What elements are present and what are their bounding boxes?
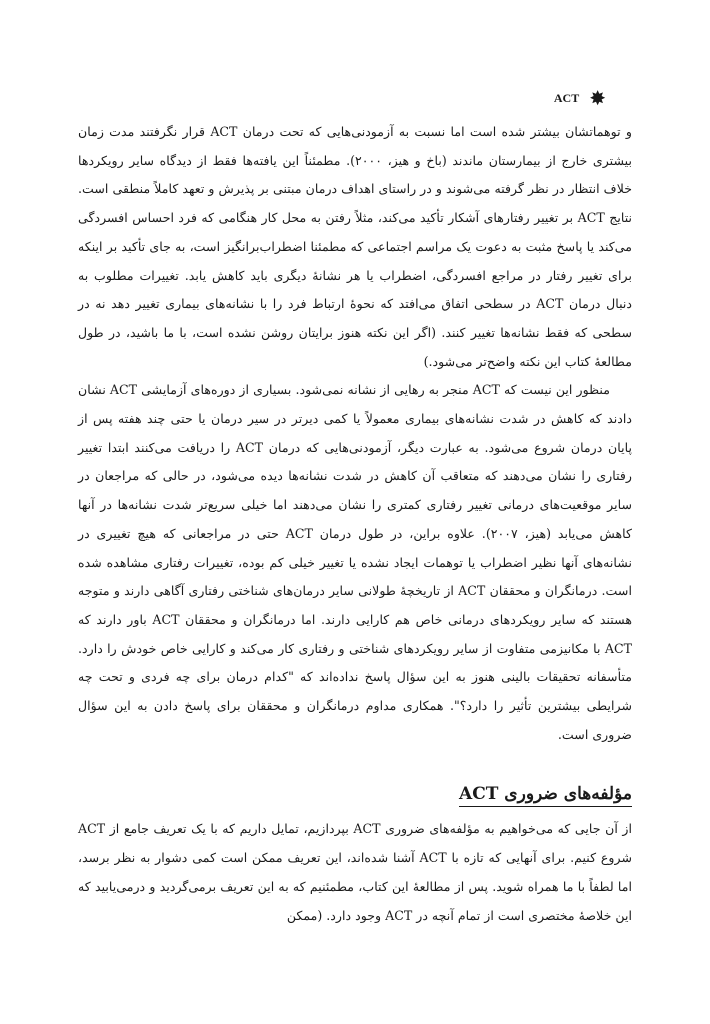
running-header-title: ACT	[553, 90, 580, 105]
section-heading-text: مؤلفه‌های ضروری ACT	[459, 784, 632, 807]
star-ornament-icon: ✸	[589, 86, 606, 110]
body-paragraph-1: و توهماتشان بیشتر شده است اما نسبت به آزمودنی‌هایی که تحت درمان ACT قرار نگرفتند مدت زمان بیشتری خارج از بیمارستان ماندند (باخ و هیز، ۲۰۰۰). مطمئناً این یافته‌ها فقط از دیدگاه سایر رویکردها خلاف انتظار در نظر گرفته می‌شوند و در راستای اهداف درمان مبتنی بر پذیرش و تعهد کاملاً منطقی است. نتایج ACT بر تغییر رفتارهای آشکار تأکید می‌کند، مثلاً رفتن به محل کار هنگامی که فرد احساس افسردگی می‌کند یا پاسخ مثبت به دعوت یک مراسم اجتماعی که مطمئنا اضطراب‌برانگیز است، به جای تأکید بر اینکه برای تغییر رفتار در مراجع افسردگی، اضطراب یا هر نشانهٔ دیگری باید کاهش یابد. تغییرات مطلوب به دنبال درمان ACT در سطحی اتفاق می‌افتد که نحوهٔ ارتباط فرد را با نشانه‌های بیماری تغییر دهد نه در سطحی که فقط نشانه‌ها تغییر کنند. (اگر این نکته هنوز برایتان روشن نشده است، با ما باشید، در طول مطالعهٔ کتاب این نکته واضح‌تر می‌شود.)	[78, 124, 633, 369]
running-header	[554, 88, 606, 108]
section-paragraph: از آن جایی که می‌خواهیم به مؤلفه‌های ضروری ACT بپردازیم، تمایل داریم که با یک تعریف جامع از ACT شروع کنیم. برای آنهایی که تازه با ACT آشنا شده‌اند، این تعریف ممکن است کمی دشوار به نظر برسد، اما لطفاً با ما همراه شوید. پس از مطالعهٔ این کتاب، مطمئنیم که به این تعریف برمی‌گردید و درمی‌یابید که این خلاصهٔ مختصری است از تمام آنچه در ACT وجود دارد. (ممکن	[78, 821, 632, 923]
body-paragraph-2: منظور این نیست که ACT منجر به رهایی از نشانه نمی‌شود. بسیاری از دوره‌های آزمایشی ACT نشان دادند که کاهش در شدت نشانه‌های بیماری معمولاً یا کمی دیرتر در سیر درمان یا حتی چند هفته پس از پایان درمان شروع می‌شود. به عبارت دیگر، آزمودنی‌هایی که درمان ACT را دریافت می‌کنند ابتدا تغییر رفتاری را نشان می‌دهند که متعاقب آن کاهش در شدت نشانه‌ها دیده می‌شود، در حالی که مراجعان در سایر موقعیت‌های درمانی تغییر رفتاری کمتری را نشان می‌دهند اما خیلی سریع‌تر شدت نشانه‌ها در آنها کاهش می‌یابد (هیز، ۲۰۰۷). علاوه براین، در طول درمان ACT حتی در مراجعانی که هیچ تغییری در نشانه‌های آنها نظیر اضطراب یا توهمات ایجاد نشده یا تغییر خیلی کم بوده، تغییرات رفتاری مشاهده شده است. درمانگران و محققان ACT از تاریخچهٔ طولانی سایر درمان‌های شناختی رفتاری آگاهی دارند و متوجه هستند که سایر رویکردهای درمانی خاص هم کارایی دارند. اما درمانگران و محققان ACT باور دارند که ACT با مکانیزمی متفاوت از سایر رویکردهای شناختی و رفتاری کار می‌کند و کارایی خاص خودش را دارد. متأسفانه تحقیقات بالینی هنوز به این سؤال پاسخ نداده‌اند که "کدام درمان برای چه فردی و تحت چه شرایطی بیشترین تأثیر را دارد؟". همکاری مداوم درمانگران و محققان برای پاسخ دادن به این سؤال ضروری است.	[78, 382, 633, 742]
page-body	[78, 118, 632, 930]
section-heading	[78, 779, 632, 809]
